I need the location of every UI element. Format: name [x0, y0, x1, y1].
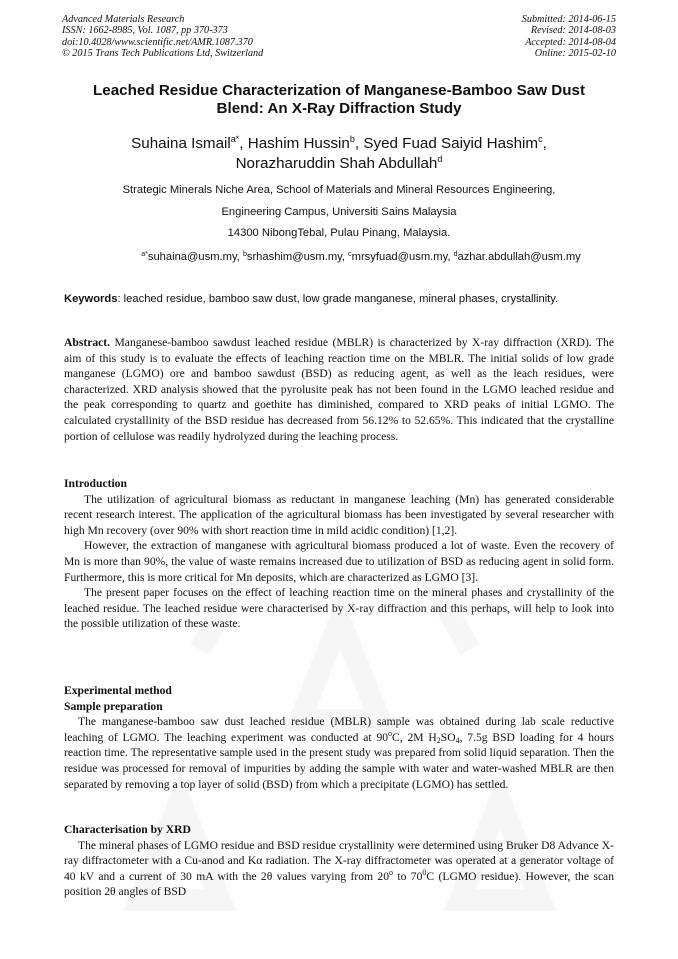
- degree-mark-2: 0: [422, 867, 427, 877]
- email-2[interactable]: srhashim@usm.my: [246, 251, 342, 263]
- intro-paragraph-1: The utilization of agricultural biomass as reductant in manganese leaching (Mn) has generated considerable recent research interest. The application of the agricultural biomass has been investigated by several researcher with high Mn recovery (over 90% with short reaction time in mild acidic condition) [1,2].: [64, 492, 614, 537]
- email-4-mark: d: [453, 251, 458, 258]
- journal-name: Advanced Materials Research: [62, 14, 185, 25]
- author-1: Suhaina Ismail: [131, 135, 231, 152]
- xrd-paragraph: [64, 838, 614, 900]
- author-list: Suhaina Ismail$^{a*}$, Hashim Hussin$^b$, Syed Fuad Saiyid Hashim$^c$, Norazharuddin Shah Abdullah$^d$: [131, 134, 547, 172]
- journal-info: [62, 14, 263, 60]
- email-1-mark: a*: [141, 251, 148, 258]
- experimental-section: [64, 683, 614, 792]
- subscript-2: 2: [436, 735, 441, 745]
- introduction-heading: Introduction: [64, 477, 127, 490]
- title-line-2: Blend: An X-Ray Diffraction Study: [216, 100, 462, 117]
- author-emails: $^{a*}$suhaina@usm.my, $^b$srhashim@usm.my, $^c$mrsyfuad@usm.my, $^d$azhar.abdullah@usm.my: [141, 251, 581, 263]
- doi: doi:10.4028/www.scientific.net/AMR.1087.370: [62, 36, 253, 48]
- degree-mark: o: [388, 728, 393, 738]
- sample-prep-text-a: The manganese-bamboo saw dust leached residue (MBLR) sample was obtained during lab scale reductive leaching of LGMO. The leaching experiment was conducted at 90: [64, 715, 614, 744]
- degree-mark-1: o: [389, 867, 393, 877]
- xrd-text-a: The mineral phases of LGMO residue and BSD residue crystallinity were determined using Bruker D8 Advance X-ray diffractometer with a Cu-anod and Kα radiation. The X-ray diffractometer was operated at a generator voltage of 40 kV and a current of 30 mA with the 2θ values varying from 20: [64, 838, 614, 883]
- affiliation: [70, 180, 608, 245]
- email-1[interactable]: suhaina@usm.my: [147, 251, 237, 263]
- sample-prep-paragraph: [64, 714, 614, 792]
- sample-prep-heading: Sample preparation: [64, 699, 163, 713]
- email-3-mark: c: [348, 251, 352, 258]
- keywords-text: : leached residue, bamboo saw dust, low grade manganese, mineral phases, crystallinity.: [117, 293, 559, 305]
- xrd-section: [64, 822, 614, 900]
- issn: ISSN: 1662-8985, Vol. 1087, pp 370-373: [62, 25, 228, 37]
- copyright: © 2015 Trans Tech Publications Ltd, Switzerland: [62, 48, 264, 60]
- email-2-mark: b: [242, 251, 247, 258]
- author-2-mark: b: [349, 134, 355, 144]
- experimental-heading: Experimental method: [64, 684, 172, 697]
- sample-prep-text-b: C, 2M H: [392, 730, 437, 744]
- abstract-section: [64, 335, 614, 444]
- sample-prep-text-d: , 7.5g BSD loading for 4 hours reaction time. The representative sample used in the present study was prepared from solid liquid separation. Then the residue was processed for removal of impurities by adding the sample with water and water-washed MBLR are then separated by removing a top layer of solid (BSD) from which a precipitate (LGMO) has settled.: [64, 730, 614, 791]
- author-2: Hashim Hussin: [247, 135, 350, 152]
- abstract-text: Manganese-bamboo sawdust leached residue (MBLR) is characterized by X-ray diffraction (XRD). The aim of this study is to evaluate the effects of leaching reaction time on the MBLR. The initial solids of low grade manganese (LGMO) ore and bamboo sawdust (BSD) as reducing agent, as well as the leach residues, were characterized. XRD analysis showed that the pyrolusite peak has not been found in the LGMO leached residue and the peak corresponding to quartz and goethite has diminished, compared to XRD peaks of initial LGMO. The calculated crystallinity of the BSD residue has decreased from 56.12% to 52.65%. This indicated that the crystalline portion of cellulose was readily hydrolyzed during the leaching process.: [64, 336, 614, 443]
- keywords: [64, 293, 614, 307]
- intro-paragraph-2: However, the extraction of manganese with agricultural biomass produced a lot of waste. Even the recovery of Mn is more than 90%, the value of waste remains increased due to utilization of BSD as reducing agent in solid form. Furthermore, this is more critical for Mn deposits, which are characterized as LGMO [3].: [64, 539, 614, 584]
- affiliation-line-1: Strategic Minerals Niche Area, School of Materials and Mineral Resources Engineering,: [122, 184, 556, 196]
- abstract-label: Abstract.: [64, 336, 111, 349]
- intro-paragraph-3: The present paper focuses on the effect of leaching reaction time on the mineral phases and crystallinity of the leached residue. The leached residue were characterised by X-ray diffraction and this perhaps, will help to look into the possible utilization of these waste.: [64, 586, 614, 631]
- paper-title: [70, 82, 608, 118]
- xrd-text-b: to 70: [393, 869, 423, 883]
- author-3: Syed Fuad Saiyid Hashim: [363, 135, 539, 152]
- title-line-1: Leached Residue Characterization of Manganese-Bamboo Saw Dust: [92, 82, 585, 99]
- subscript-4: 4: [455, 735, 460, 745]
- author-4-mark: d: [437, 154, 443, 164]
- email-4[interactable]: azhar.abdullah@usm.my: [457, 251, 581, 263]
- keywords-label: Keywords: [64, 293, 118, 305]
- submission-dates: [522, 14, 616, 60]
- submitted-date: Submitted: 2014-06-15: [521, 14, 616, 25]
- author-3-mark: c: [538, 134, 543, 144]
- affiliation-line-2: Engineering Campus, Universiti Sains Malaysia: [221, 205, 457, 218]
- author-4: Norazharuddin Shah Abdullah: [235, 155, 438, 172]
- online-date: Online: 2015-02-10: [534, 48, 616, 60]
- xrd-heading: Characterisation by XRD: [64, 823, 191, 836]
- email-3[interactable]: mrsyfuad@usm.my: [351, 251, 448, 263]
- accepted-date: Accepted: 2014-08-04: [525, 36, 616, 48]
- xrd-text-c: C (LGMO residue). However, the scan position 2θ angles of BSD: [64, 869, 614, 899]
- sample-prep-text-c: SO: [440, 730, 456, 744]
- affiliation-line-3: 14300 NibongTebal, Pulau Pinang, Malaysia.: [227, 227, 451, 239]
- introduction-section: [64, 476, 614, 632]
- revised-date: Revised: 2014-08-03: [530, 25, 616, 37]
- author-1-mark: a*: [230, 134, 240, 144]
